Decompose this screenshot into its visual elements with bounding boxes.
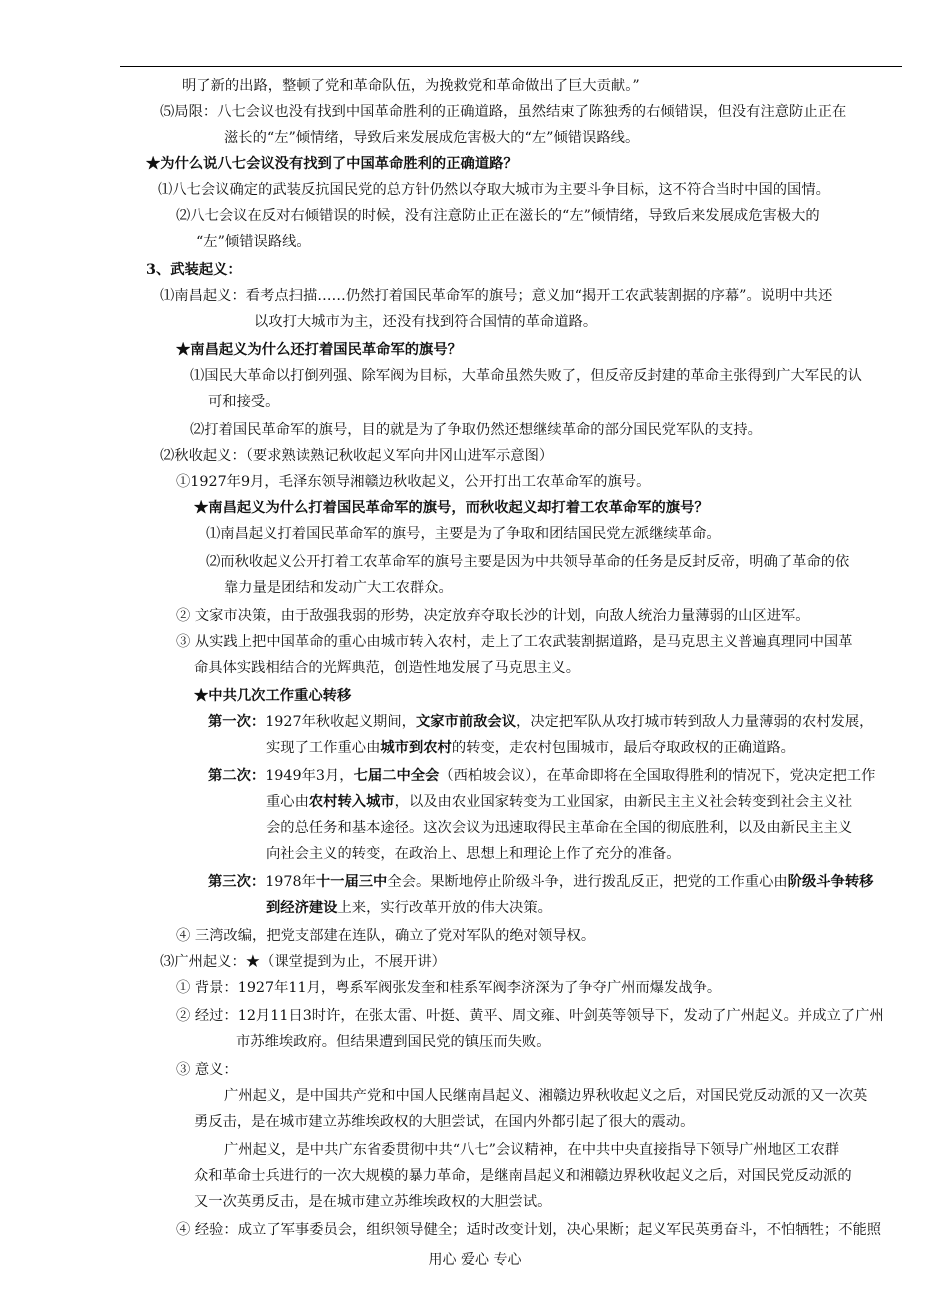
text-line: 第三次：1978年十一届三中全会。果断地停止阶级斗争，进行拨乱反正，把党的工作重心由阶级斗争转移 bbox=[208, 874, 874, 890]
text-line: ⑴国民大革命以打倒列强、除军阀为目标，大革命虽然失败了，但反帝反封建的革命主张得到广大军民的认 bbox=[190, 368, 862, 384]
emphasis: 城市到农村 bbox=[380, 740, 452, 756]
emphasis: 到经济建设 bbox=[266, 900, 338, 916]
item-label: 第二次： bbox=[208, 768, 266, 784]
text-line: 重心由农村转入城市，以及由农业国家转变为工业国家，由新民主主义社会转变到社会主义社 bbox=[266, 794, 853, 810]
text-line: 实现了工作重心由城市到农村的转变，走农村包围城市，最后夺取政权的正确道路。 bbox=[266, 740, 795, 756]
text-line: 第二次：1949年3月，七届二中全会（西柏坡会议），在革命即将在全国取得胜利的情况下，党决定把工作 bbox=[208, 768, 876, 784]
item-label: 第三次： bbox=[208, 874, 266, 890]
text-line: 会的总任务和基本途径。这次会议为迅速取得民主革命在全国的彻底胜利，以及由新民主主义 bbox=[266, 820, 853, 836]
text-line: “左”倾错误路线。 bbox=[196, 234, 311, 250]
text-line: ⑵秋收起义：（要求熟读熟记秋收起义军向井冈山进军示意图） bbox=[160, 448, 554, 464]
emphasis: 阶级斗争转移 bbox=[787, 874, 874, 890]
text-line: ① 背景：1927年11月，粤系军阀张发奎和桂系军阀李济深为了争夺广州而爆发战争。 bbox=[176, 980, 722, 996]
header-rule bbox=[120, 66, 902, 67]
text-line: ③ 从实践上把中国革命的重心由城市转入农村，走上了工农武装割据道路，是马克思主义普遍真理同中国革 bbox=[176, 634, 853, 650]
text-line: 向社会主义的转变，在政治上、思想上和理论上作了充分的准备。 bbox=[266, 846, 681, 862]
text-line: 第一次：1927年秋收起义期间，文家市前敌会议，决定把军队从攻打城市转到敌人力量薄弱的农村发展， bbox=[208, 714, 874, 730]
text-line: 明了新的出路，整顿了党和革命队伍，为挽救党和革命做出了巨大贡献。” bbox=[182, 78, 640, 94]
text-line: 众和革命士兵进行的一次大规模的暴力革命，是继南昌起义和湘赣边界秋收起义之后，对国民党反动派的 bbox=[194, 1168, 852, 1184]
text-line: ①1927年9月，毛泽东领导湘赣边秋收起义，公开打出工农革命军的旗号。 bbox=[176, 474, 651, 490]
question-heading: ★南昌起义为什么还打着国民革命军的旗号？ bbox=[176, 342, 462, 358]
text-line: 到经济建设上来，实行改革开放的伟大决策。 bbox=[266, 900, 552, 916]
text-line: ② 经过：12月11日3时许，在张太雷、叶挺、黄平、周文雍、叶剑英等领导下，发动了广州起义。并成立了广州 bbox=[176, 1008, 884, 1024]
emphasis: 文家市前敌会议 bbox=[415, 714, 517, 730]
text-line: 滋长的“左”倾情绪，导致后来发展成危害极大的“左”倾错误路线。 bbox=[224, 130, 640, 146]
text-line: ⑵打着国民革命军的旗号，目的就是为了争取仍然还想继续革命的部分国民党军队的支持。 bbox=[190, 422, 762, 438]
text-line: 广州起义，是中共广东省委贯彻中共“八七”会议精神，在中共中央直接指导下领导广州地区工农群 bbox=[224, 1142, 840, 1158]
text-line: ⑴南昌起义打着国民革命军的旗号，主要是为了争取和团结国民党左派继续革命。 bbox=[206, 526, 721, 542]
text-line: ② 文家市决策，由于敌强我弱的形势，决定放弃夺取长沙的计划，向敌人统治力量薄弱的山区进军。 bbox=[176, 608, 810, 624]
text-line: ④ 经验：成立了军事委员会，组织领导健全；适时改变计划，决心果断；起义军民英勇奋斗，不怕牺牲；不能照 bbox=[176, 1222, 882, 1238]
emphasis: 七届二中全会 bbox=[353, 768, 440, 784]
text-line: ⑵而秋收起义公开打着工农革命军的旗号主要是因为中共领导革命的任务是反封反帝，明确了革命的依 bbox=[206, 554, 850, 570]
page-footer: 用心 爱心 专心 bbox=[428, 1252, 522, 1268]
emphasis: 十一届三中 bbox=[315, 874, 388, 890]
text-line: ④ 三湾改编，把党支部建在连队，确立了党对军队的绝对领导权。 bbox=[176, 928, 596, 944]
text-line: ⑵八七会议在反对右倾错误的时候，没有注意防止正在滋长的“左”倾情绪，导致后来发展成危害极大的 bbox=[176, 208, 820, 224]
question-heading: ★为什么说八七会议没有找到了中国革命胜利的正确道路？ bbox=[146, 156, 518, 172]
text-line: ⑶广州起义：★（课堂提到为止，不展开讲） bbox=[160, 954, 446, 970]
text-line: ⑴八七会议确定的武装反抗国民党的总方针仍然以夺取大城市为主要斗争目标，这不符合当时中国的国情。 bbox=[158, 182, 830, 198]
text-line: 可和接受。 bbox=[208, 394, 280, 410]
text-line: ③ 意义： bbox=[176, 1062, 238, 1078]
text-line: 又一次英勇反击，是在城市建立苏维埃政权的大胆尝试。 bbox=[194, 1194, 552, 1210]
text-line: 勇反击，是在城市建立苏维埃政权的大胆尝试，在国内外都引起了很大的震动。 bbox=[194, 1114, 695, 1130]
section-heading: 3、武装起义： bbox=[146, 262, 242, 278]
text-line: 市苏维埃政府。但结果遭到国民党的镇压而失败。 bbox=[236, 1034, 551, 1050]
text-line: ⑸局限：八七会议也没有找到中国革命胜利的正确道路，虽然结束了陈独秀的右倾错误，但没有注意防止正在 bbox=[160, 104, 847, 120]
text-line: 广州起义，是中国共产党和中国人民继南昌起义、湘赣边界秋收起义之后，对国民党反动派的又一次英 bbox=[224, 1088, 868, 1104]
emphasis: 农村转入城市 bbox=[308, 794, 395, 810]
text-line: 命具体实践相结合的光辉典范，创造性地发展了马克思主义。 bbox=[194, 660, 581, 676]
text-line: 以攻打大城市为主，还没有找到符合国情的革命道路。 bbox=[254, 314, 598, 330]
text-line: ⑴南昌起义：看考点扫描……仍然打着国民革命军的旗号；意义加“揭开工农武装割据的序幕”。说明中共还 bbox=[160, 288, 833, 304]
item-label: 第一次： bbox=[208, 714, 266, 730]
question-heading: ★中共几次工作重心转移 bbox=[194, 688, 352, 704]
text-line: 靠力量是团结和发动广大工农群众。 bbox=[224, 580, 453, 596]
question-heading: ★南昌起义为什么打着国民革命军的旗号，而秋收起义却打着工农革命军的旗号？ bbox=[194, 500, 709, 516]
